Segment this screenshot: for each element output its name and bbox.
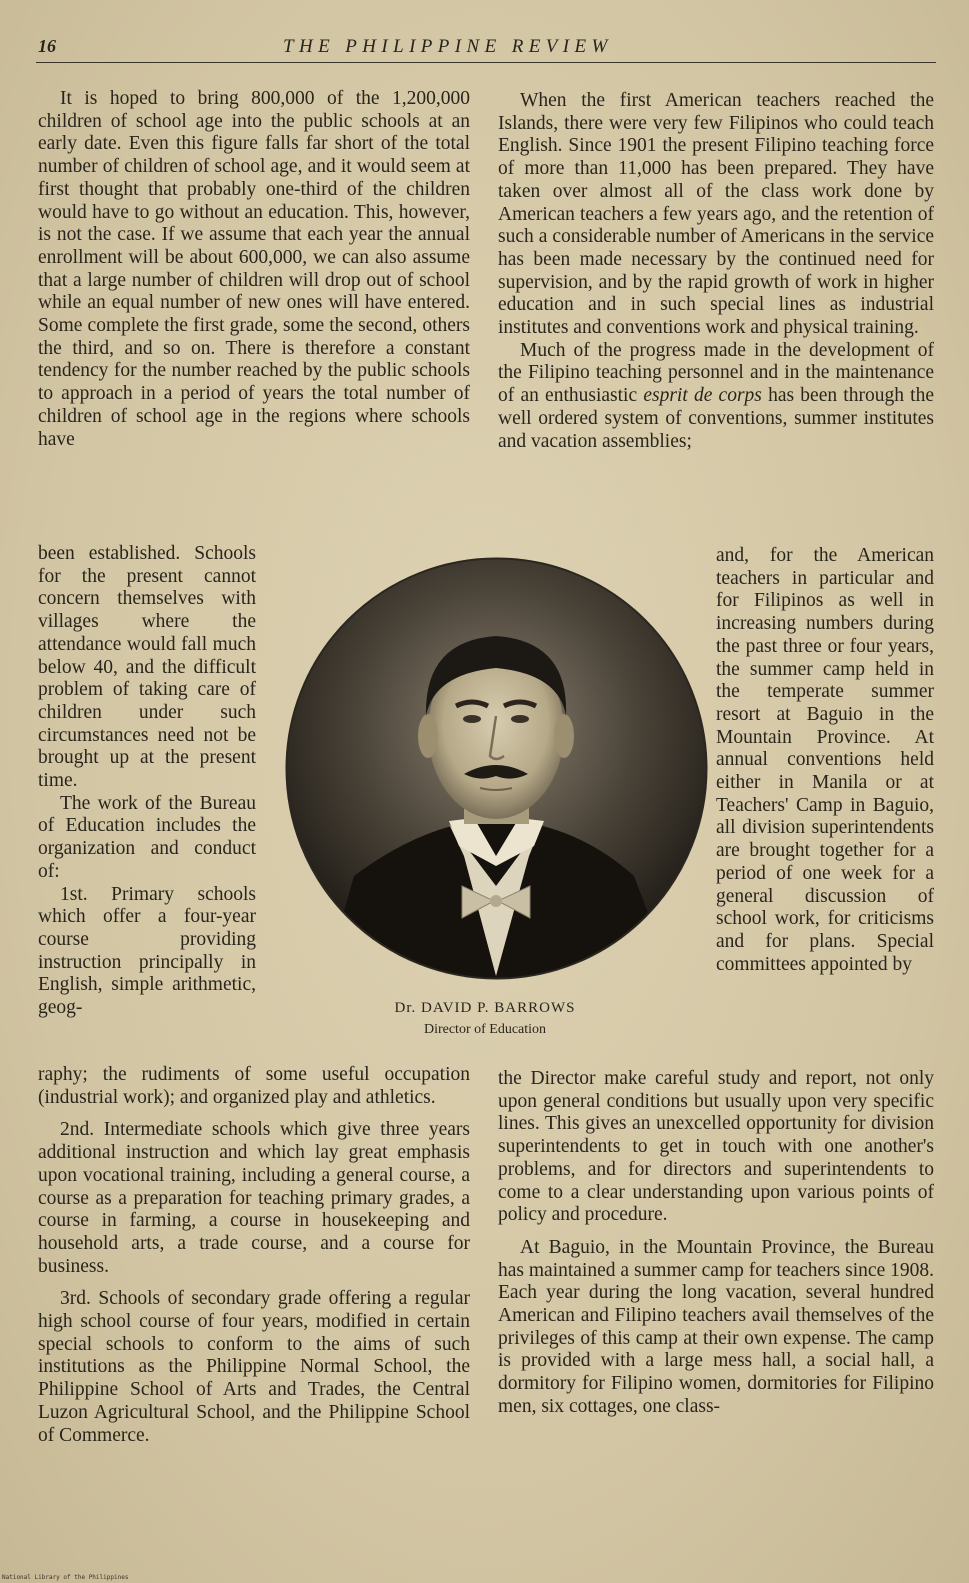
right-column-top (498, 90, 934, 453)
running-title: THE PHILIPPINE REVIEW (283, 36, 613, 57)
body-text: Much of the progress made in the development of the Filipino teaching personnel and in the maintenance of an enthusiastic (498, 339, 934, 407)
body-paragraph: raphy; the rudiments of some useful occupation (industrial work); and organized play and athletics. (38, 1064, 470, 1108)
page-number: 16 (38, 36, 56, 56)
body-paragraph: The work of the Bureau of Education includes the organization and conduct of: (38, 792, 256, 882)
body-text: has been through the well ordered system of conventions, summer institutes and vacation assemblies; (498, 385, 934, 452)
left-column-top (38, 88, 470, 451)
portrait-photo (284, 556, 709, 981)
page-header (0, 30, 969, 70)
portrait-caption (360, 1000, 610, 1038)
body-paragraph: It is hoped to bring 800,000 of the 1,200,000 children of school age into the public schools at an early date. Even this figure falls far short of the total number of children of school age, and it would seem at first thought that probably one-third of the children would have to go without an education. This, however, is not the case. If we assume that each year the annual enrollment will be about 600,000, we can also assume that a large number of children will drop out of school while an equal number of new ones will have entered. Some complete the first grade, some the second, others the third, and so on. There is therefore a constant tendency for the number reached by the public schools to approach in a period of years the total number of children of school age in the regions where schools have (38, 88, 470, 450)
body-paragraph: 1st. Primary schools which offer a four-year course providing instruction principally in English, simple arithmetic, geog- (38, 883, 256, 1019)
italic-phrase: esprit de corps (643, 385, 762, 407)
body-paragraph: 2nd. Intermediate schools which give three years additional instruction and which lay great emphasis upon vocational training, including a general course, a course as a preparation for teaching primary grades, a course in farming, a course in housekeeping and household arts, a trade course, and a course for business. (38, 1119, 470, 1277)
caption-name: Dr. DAVID P. BARROWS (394, 1000, 576, 1016)
footer-credit: National Library of the Philippines (2, 1574, 129, 1581)
body-paragraph: and, for the American teachers in particular and for Filipinos as well in increasing numbers during the past three or four years, the summer camp held in the temperate summer resort at Baguio in the Mountain Province. At annual conventions held either in Manila or at Teachers' Camp in Baguio, all division superintendents are brought together for a period of one week for a general discussion of school work, for criticisms and for plans. Special committees appointed by (716, 545, 934, 975)
body-paragraph: When the first American teachers reached the Islands, there were very few Filipinos who could teach English. Since 1901 the present Filipino teaching force of more than 11,000 has been prepared. They have taken over almost all of the class work done by American teachers a few years ago, and the retention of such a considerable number of Americans in the service has been made necessary by the continued need for supervision, and by the rapid growth of work in higher education and in such special lines as industrial institutes and conventions work and physical training. (498, 90, 934, 339)
body-paragraph: At Baguio, in the Mountain Province, the Bureau has maintained a summer camp for teachers since 1908. Each year during the long vacation, several hundred American and Filipino teachers avail themselves of the privileges of this camp at their own expense. The camp is provided with a large mess hall, a social hall, a dormitory for Filipino women, dormitories for Filipino men, six cottages, one class- (498, 1236, 934, 1417)
header-rule (36, 62, 936, 63)
body-paragraph (498, 340, 934, 454)
body-paragraph: been established. Schools for the present cannot concern themselves with villages where the attendance would fall much below 40, and the difficult problem of taking care of children under such circumstances need not be brought up at the present time. (38, 543, 256, 792)
left-column-bottom (38, 1064, 470, 1447)
right-column-bottom (498, 1068, 934, 1419)
caption-title: Director of Education (423, 1022, 547, 1037)
body-paragraph: the Director make careful study and report, not only upon general conditions but usually upon very specific lines. This gives an unexcelled opportunity for division superintendents to get in touch with one another's problems, and for directors and superintendents to come to a clear understanding upon various points of policy and procedure. (498, 1068, 934, 1226)
right-column-wrap (716, 545, 934, 976)
body-paragraph: 3rd. Schools of secondary grade offering a regular high school course of four years, modified in certain special schools to conform to the aims of such institutions as the Philippine Normal School, the Philippine School of Arts and Trades, the Central Luzon Agricultural School, and the Philippine School of Commerce. (38, 1288, 470, 1446)
left-column-wrap (38, 543, 256, 1020)
